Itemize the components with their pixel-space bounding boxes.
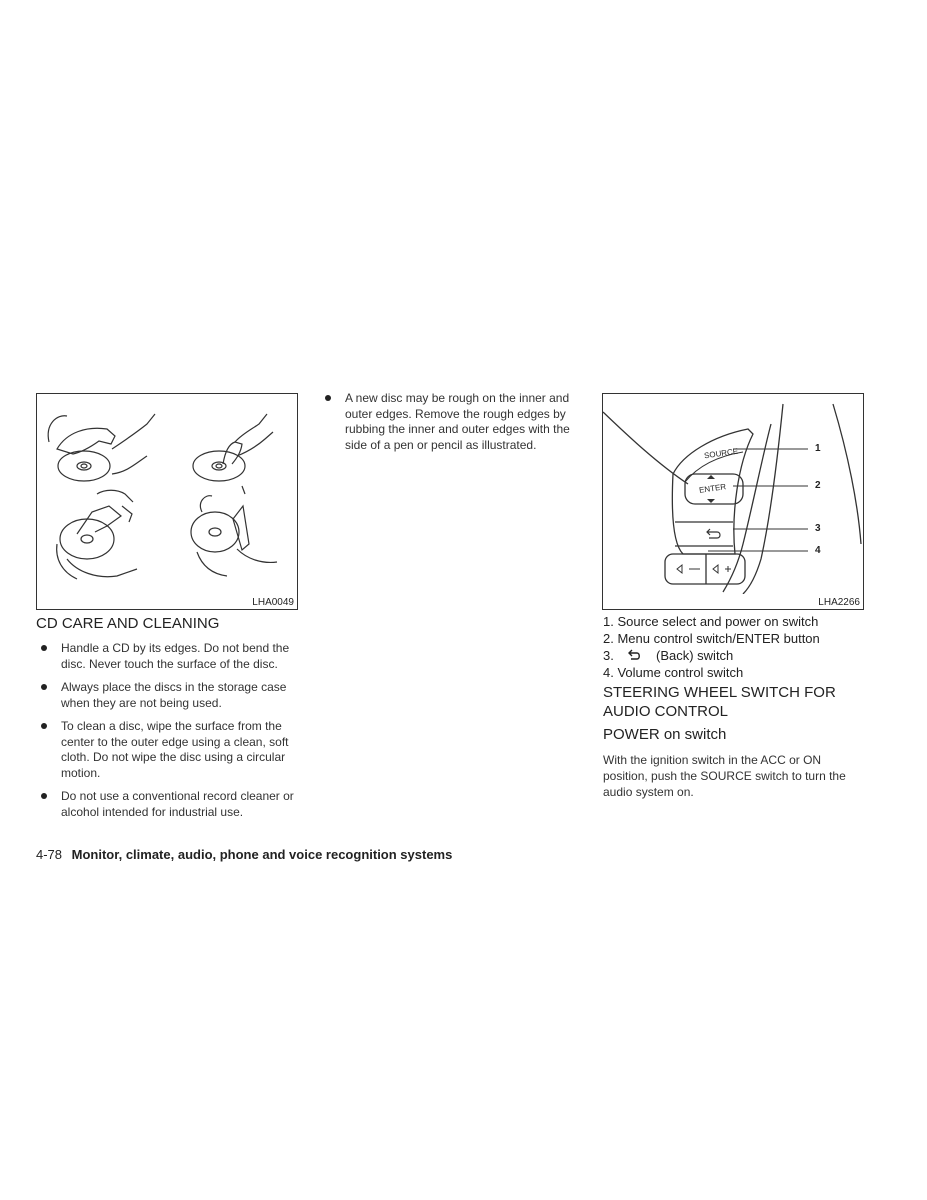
power-paragraph: With the ignition switch in the ACC or ON position, push the SOURCE switch to turn the audio system on. xyxy=(603,753,846,799)
page-footer xyxy=(36,847,452,862)
legend-item: 1. Source select and power on switch xyxy=(603,614,819,629)
steering-wheel-switch-illustration xyxy=(602,393,864,610)
power-subheading: POWER on switch xyxy=(603,726,727,743)
cd-care-bullet-list xyxy=(36,641,300,828)
list-item: To clean a disc, wipe the surface from the center to the outer edge using a clean, soft cloth. Do not wipe the disc using a circular motion. xyxy=(36,719,300,781)
legend-item xyxy=(603,647,873,664)
legend-item: 2. Menu control switch/ENTER button xyxy=(603,631,820,646)
cd-care-illustration xyxy=(36,393,298,610)
switch-legend xyxy=(603,613,873,681)
legend-number: 3. xyxy=(603,648,614,663)
legend-item: 4. Volume control switch xyxy=(603,665,744,680)
source-switch-label: SOURCE xyxy=(703,446,739,461)
callout-3: 3 xyxy=(815,523,821,534)
cd-handling-drawings xyxy=(37,394,297,594)
steering-heading-line: STEERING WHEEL SWITCH FOR xyxy=(603,684,836,701)
callout-4: 4 xyxy=(815,545,821,556)
back-icon xyxy=(627,648,641,665)
steering-heading xyxy=(603,683,873,721)
list-item: A new disc may be rough on the inner and outer edges. Remove the rough edges by rubbing the inner and outer edges with the side of a pen or pencil as illustrated. xyxy=(320,391,582,453)
cd-care-heading: CD CARE AND CLEANING xyxy=(36,615,220,632)
figure-code: LHA0049 xyxy=(252,597,294,608)
list-item: Do not use a conventional record cleaner or alcohol intended for industrial use. xyxy=(36,789,300,820)
callout-2: 2 xyxy=(815,480,821,491)
list-item: Always place the discs in the storage case when they are not being used. xyxy=(36,680,300,711)
list-item: Handle a CD by its edges. Do not bend the disc. Never touch the surface of the disc. xyxy=(36,641,300,672)
legend-text: (Back) switch xyxy=(656,648,734,663)
page-number: 4-78 xyxy=(36,847,63,862)
steering-heading-line: AUDIO CONTROL xyxy=(603,703,729,720)
enter-button-label: ENTER xyxy=(698,482,727,495)
callout-1: 1 xyxy=(815,443,821,454)
disc-edge-bullet-list xyxy=(320,391,582,461)
figure-code: LHA2266 xyxy=(818,597,860,608)
chapter-title: Monitor, climate, audio, phone and voice recognition systems xyxy=(71,847,453,862)
steering-wheel-drawing xyxy=(603,394,863,594)
